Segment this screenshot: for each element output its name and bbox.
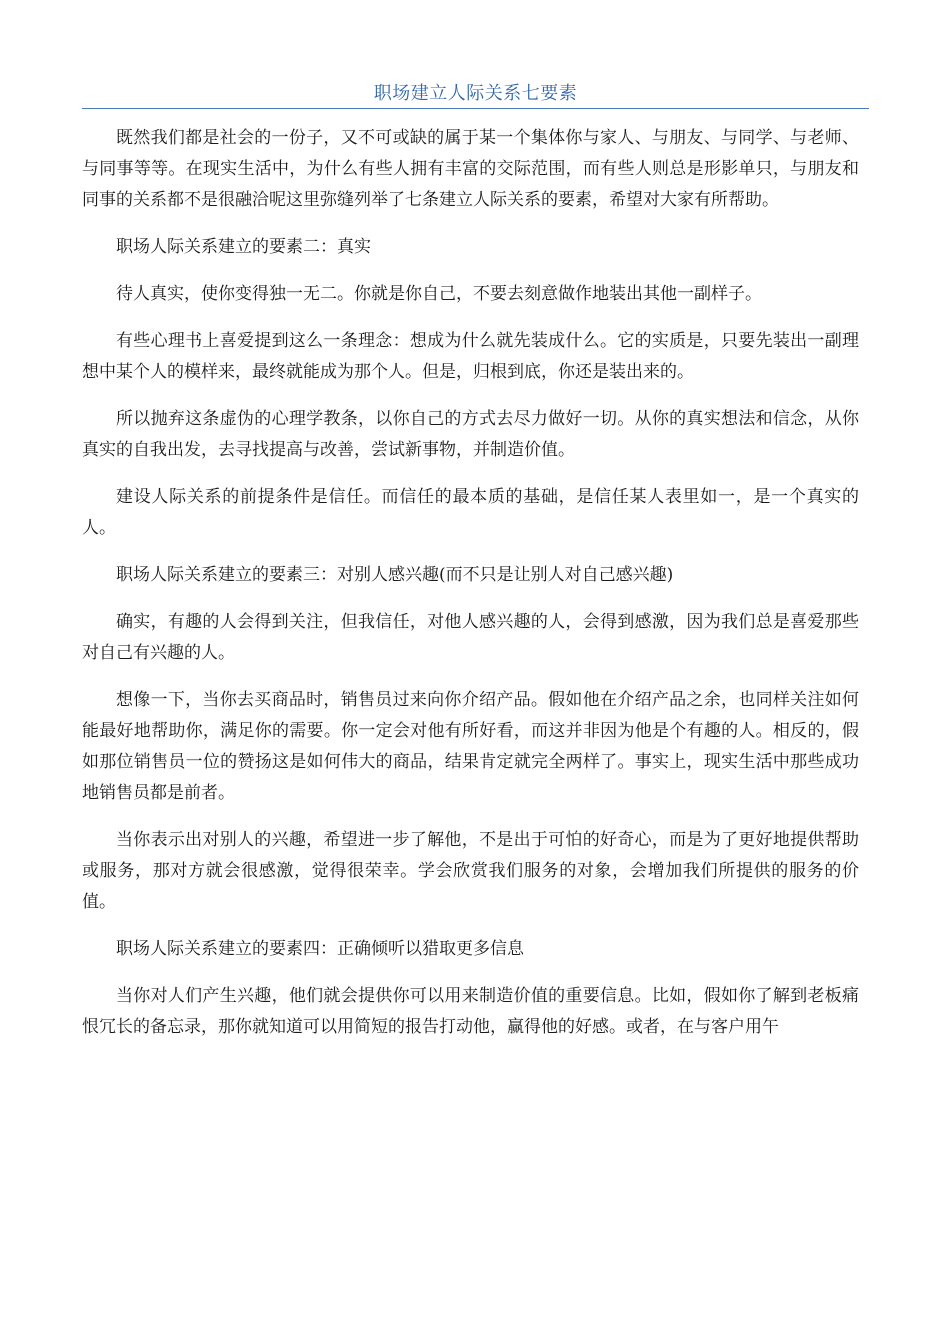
paragraph: 有些心理书上喜爱提到这么一条理念：想成为什么就先装成什么。它的实质是，只要先装出一副理想中某个人的模样来，最终就能成为那个人。但是，归根到底，你还是装出来的。 [82,331,859,382]
paragraph: 确实，有趣的人会得到关注，但我信任，对他人感兴趣的人，会得到感激，因为我们总是喜爱那些对自己有兴趣的人。 [82,612,859,663]
paragraph: 待人真实，使你变得独一无二。你就是你自己，不要去刻意做作地装出其他一副样子。 [116,284,762,304]
paragraph: 所以抛弃这条虚伪的心理学教条，以你自己的方式去尽力做好一切。从你的真实想法和信念，从你真实的自我出发，去寻找提高与改善，尝试新事物，并制造价值。 [82,409,859,460]
page-header [82,82,869,109]
paragraph: 当你表示出对别人的兴趣，希望进一步了解他，不是出于可怕的好奇心，而是为了更好地提供帮助或服务，那对方就会很感激，觉得很荣幸。学会欣赏我们服务的对象，会增加我们所提供的服务的价值。 [82,830,859,912]
paragraph-intro: 既然我们都是社会的一份子，又不可或缺的属于某一个集体你与家人、与朋友、与同学、与老师、与同事等等。在现实生活中，为什么有些人拥有丰富的交际范围，而有些人则总是形影单只，与朋友和同事的关系都不是很融洽呢这里弥缝列举了七条建立人际关系的要素，希望对大家有所帮助。 [82,128,859,210]
paragraph: 当你对人们产生兴趣，他们就会提供你可以用来制造价值的重要信息。比如，假如你了解到老板痛恨冗长的备忘录，那你就知道可以用简短的报告打动他，赢得他的好感。或者，在与客户用午 [82,986,859,1037]
section-heading-4: 职场人际关系建立的要素四：正确倾听以猎取更多信息 [116,939,524,959]
document-body [82,123,859,1059]
document-title: 职场建立人际关系七要素 [373,83,578,104]
paragraph: 想像一下，当你去买商品时，销售员过来向你介绍产品。假如他在介绍产品之余，也同样关注如何能最好地帮助你，满足你的需要。你一定会对他有所好看，而这并非因为他是个有趣的人。相反的，假如那位销售员一位的赞扬这是如何伟大的商品，结果肯定就完全两样了。事实上，现实生活中那些成功地销售员都是前者。 [82,690,859,803]
paragraph: 建设人际关系的前提条件是信任。而信任的最本质的基础，是信任某人表里如一，是一个真实的人。 [82,487,859,538]
section-heading-2: 职场人际关系建立的要素二：真实 [116,237,371,257]
section-heading-3: 职场人际关系建立的要素三：对别人感兴趣(而不只是让别人对自己感兴趣) [116,565,674,585]
